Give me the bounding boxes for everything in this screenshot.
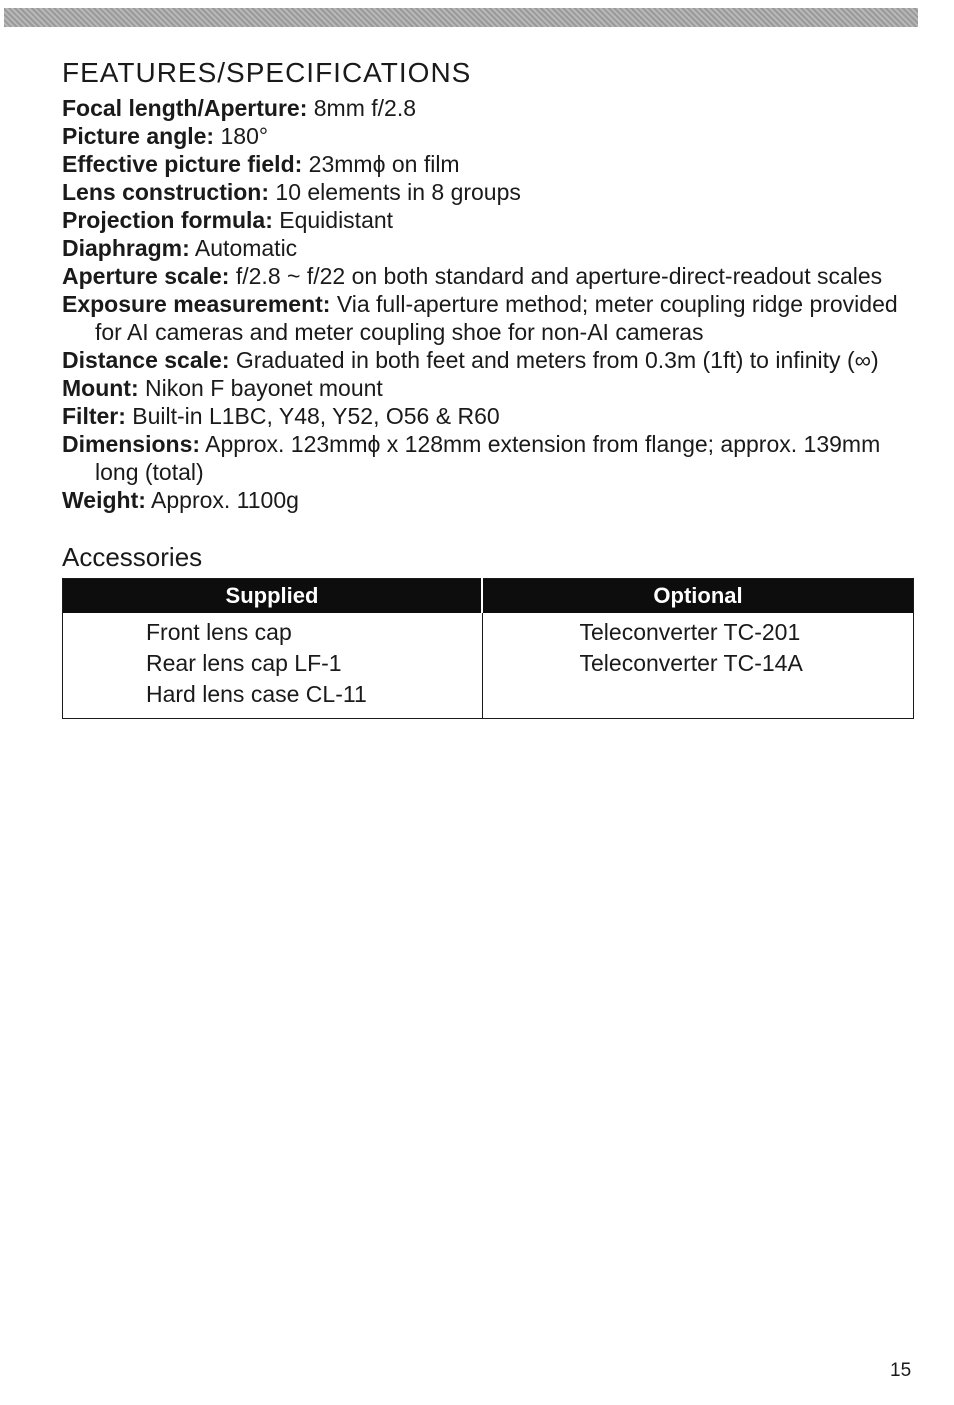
optional-header: Optional — [482, 579, 914, 614]
page-content — [62, 56, 916, 719]
spec-filter — [62, 402, 916, 430]
spec-value: Graduated in both feet and meters from 0.3m (1ft) to infinity (∞) — [229, 347, 879, 373]
spec-dimensions — [62, 430, 916, 486]
spec-value: Equidistant — [272, 207, 394, 233]
supplied-header: Supplied — [63, 579, 483, 614]
list-item: Rear lens cap LF-1 — [146, 650, 342, 676]
page-number: 15 — [890, 1360, 912, 1381]
spec-label: Picture angle: — [62, 123, 215, 149]
optional-cell — [482, 613, 914, 719]
spec-focal-length — [62, 94, 916, 122]
spec-value: Approx. 123mmϕ x 128mm extension from flange; approx. 139mm long (total) — [95, 431, 881, 485]
spec-list — [62, 94, 916, 514]
spec-label: Focal length/Aperture: — [62, 95, 308, 121]
spec-label: Filter: — [62, 403, 126, 429]
accessories-title: Accessories — [62, 542, 203, 572]
spec-value: 23mmϕ on film — [302, 151, 460, 177]
spec-label: Distance scale: — [62, 347, 230, 373]
accessories-table — [62, 578, 914, 719]
spec-aperture-scale — [62, 262, 916, 290]
spec-value: Automatic — [189, 235, 298, 261]
spec-projection-formula — [62, 206, 916, 234]
spec-label: Diaphragm: — [62, 235, 190, 261]
spec-label: Weight: — [62, 487, 146, 513]
spec-label: Lens construction: — [62, 179, 270, 205]
accessories-body-row — [63, 613, 914, 719]
spec-label: Mount: — [62, 375, 139, 401]
accessories-header-row — [63, 579, 914, 614]
spec-value: Nikon F bayonet mount — [138, 375, 383, 401]
spec-label: Exposure measurement: — [62, 291, 331, 317]
spec-picture-angle — [62, 122, 916, 150]
top-decorative-bar — [4, 8, 918, 27]
spec-value: Built-in L1BC, Y48, Y52, O56 & R60 — [125, 403, 500, 429]
list-item: Hard lens case CL-11 — [146, 681, 367, 707]
supplied-cell — [63, 613, 483, 719]
spec-label: Effective picture field: — [62, 151, 303, 177]
list-item: Teleconverter TC-14A — [579, 650, 803, 676]
spec-mount — [62, 374, 916, 402]
section-title: FEATURES/SPECIFICATIONS — [62, 57, 472, 88]
spec-value: Approx. 1100g — [145, 487, 299, 513]
spec-label: Aperture scale: — [62, 263, 230, 289]
spec-label: Dimensions: — [62, 431, 201, 457]
spec-value: 8mm f/2.8 — [307, 95, 417, 121]
spec-exposure-measurement — [62, 290, 916, 346]
list-item: Front lens cap — [146, 619, 292, 645]
spec-lens-construction — [62, 178, 916, 206]
spec-label: Projection formula: — [62, 207, 273, 233]
list-item: Teleconverter TC-201 — [579, 619, 801, 645]
spec-weight — [62, 486, 916, 514]
spec-distance-scale — [62, 346, 916, 374]
spec-value: 180° — [214, 123, 269, 149]
spec-value: f/2.8 ~ f/22 on both standard and aperture-direct-readout scales — [229, 263, 883, 289]
spec-picture-field — [62, 150, 916, 178]
spec-diaphragm — [62, 234, 916, 262]
spec-value: Via full-aperture method; meter coupling ridge provided for AI cameras and meter coupling shoe for non-AI cameras — [95, 291, 898, 345]
spec-value: 10 elements in 8 groups — [269, 179, 521, 205]
